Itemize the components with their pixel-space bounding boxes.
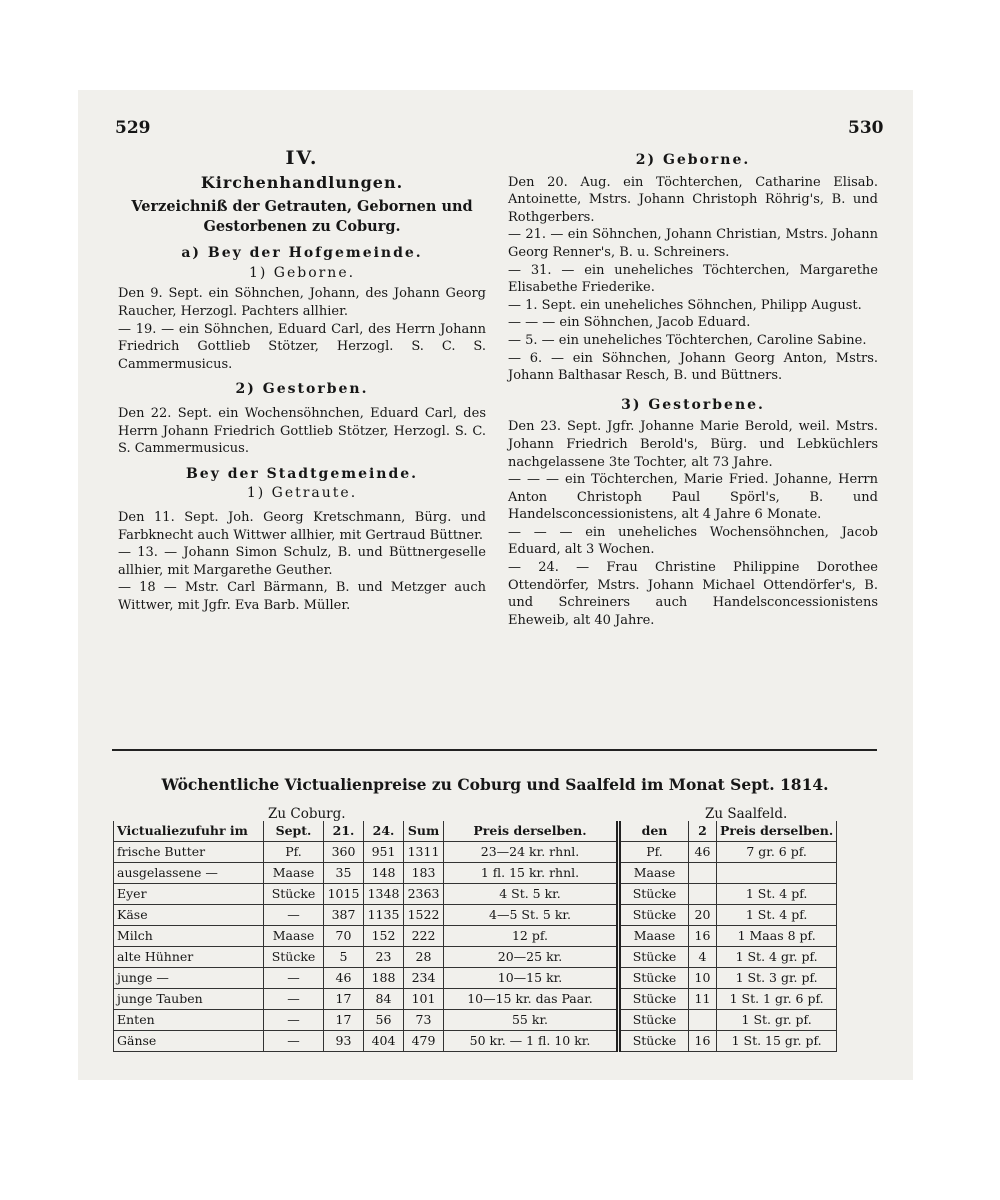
table-cell: 1 St. 1 gr. 6 pf. (717, 989, 837, 1010)
entry: Den 9. Sept. ein Söhnchen, Johann, des Johann Georg Raucher, Herzogl. Pachters allhier. (118, 286, 486, 319)
left-column (118, 147, 486, 614)
table-cell: 1 Maas 8 pf. (717, 926, 837, 947)
table-cell: 1522 (404, 905, 444, 926)
entry: — 18 — Mstr. Carl Bärmann, B. und Metzger auch Wittwer, mit Jgfr. Eva Barb. Müller. (118, 580, 486, 613)
heading-geborne: 1) Geborne. (248, 264, 356, 281)
table-cell: 360 (324, 842, 364, 863)
header-cell: Sum (404, 821, 444, 842)
entry: Den 23. Sept. Jgfr. Johanne Marie Berold, weil. Mstrs. Johann Friedrich Berold's, Bürg. und Lebküchlers nachgelassene 3te Tochter, alt 73 Jahre. (508, 419, 878, 470)
table-cell: Stücke (264, 947, 324, 968)
table-cell: Maase (264, 863, 324, 884)
table-cell: 55 kr. (444, 1010, 619, 1031)
table-cell: 1 St. 15 gr. pf. (717, 1031, 837, 1052)
table-cell: 17 (324, 1010, 364, 1031)
table-cell: Stücke (264, 884, 324, 905)
page-number-left: 529 (115, 118, 151, 138)
entry: — 31. — ein uneheliches Töchterchen, Margarethe Elisabethe Friederike. (508, 262, 878, 296)
table-cell: Eyer (114, 884, 264, 905)
header-cell: 2 (689, 821, 717, 842)
table-cell: Käse (114, 905, 264, 926)
heading-getraute: 1) Getraute. (246, 485, 358, 502)
entry: — 21. — ein Söhnchen, Johann Christian, Mstrs. Johann Georg Renner's, B. u. Schreiners. (508, 227, 878, 260)
table-cell: Milch (114, 926, 264, 947)
entry: Den 20. Aug. ein Töchterchen, Catharine Elisab. Antoinette, Mstrs. Johann Christoph Röhrig's, B. und Rothgerbers. (508, 174, 878, 225)
entry: — 6. — ein Söhnchen, Johann Georg Anton, Mstrs. Johann Balthasar Resch, B. und Büttners. (508, 350, 878, 384)
entry: — 1. Sept. ein uneheliches Söhnchen, Philipp August. (508, 297, 862, 313)
heading-geborne: 2) Geborne. (635, 152, 751, 168)
table-cell: 16 (689, 1031, 717, 1052)
price-table (113, 821, 837, 1052)
group-label-coburg: Zu Coburg. (268, 806, 346, 822)
header-cell: Preis derselben. (717, 821, 837, 842)
table-cell (717, 863, 837, 884)
table-cell: Pf. (264, 842, 324, 863)
table-cell: — (264, 1031, 324, 1052)
table-cell: 84 (364, 989, 404, 1010)
table-cell: 1 St. 4 gr. pf. (717, 947, 837, 968)
table-cell: 1348 (364, 884, 404, 905)
entry: — 13. — Johann Simon Schulz, B. und Büttnergeselle allhier, mit Margarethe Geuther. (118, 545, 486, 578)
table-row (114, 989, 837, 1010)
table-row (114, 1031, 837, 1052)
table-row (114, 863, 837, 884)
table-cell: 1311 (404, 842, 444, 863)
table-cell: 23 (364, 947, 404, 968)
table-row (114, 884, 837, 905)
table-cell: Gänse (114, 1031, 264, 1052)
table-cell: 1015 (324, 884, 364, 905)
entry: — — — ein uneheliches Wochensöhnchen, Jacob Eduard, alt 3 Wochen. (508, 524, 878, 558)
header-cell: den (619, 821, 689, 842)
table-cell: 70 (324, 926, 364, 947)
entry: — 19. — ein Söhnchen, Eduard Carl, des Herrn Johann Friedrich Gottlieb Stötzer, Herzogl. S. C. S. Cammermusicus. (118, 321, 486, 372)
table-cell: 46 (689, 842, 717, 863)
table-cell: Stücke (619, 1010, 689, 1031)
table-cell: 10—15 kr. das Paar. (444, 989, 619, 1010)
entry: — — — ein Töchterchen, Marie Fried. Johanne, Herrn Anton Christoph Paul Spörl's, B. und Handelsconcessionistens, alt 4 Jahre 6 Monate. (508, 472, 878, 523)
roman-numeral: IV. (285, 147, 319, 169)
header-cell: Victualiezufuhr im (114, 821, 264, 842)
table-cell: 16 (689, 926, 717, 947)
table-cell: 387 (324, 905, 364, 926)
table-cell: 10—15 kr. (444, 968, 619, 989)
table-cell: 4—5 St. 5 kr. (444, 905, 619, 926)
heading-gestorbene: 3) Gestorbene. (621, 396, 765, 413)
table-cell: 23—24 kr. rhnl. (444, 842, 619, 863)
table-cell (689, 884, 717, 905)
table-row (114, 947, 837, 968)
entry: — — — ein Söhnchen, Jacob Eduard. (508, 315, 751, 331)
table-cell: 1 St. 3 gr. pf. (717, 968, 837, 989)
table-title: Wöchentliche Victualienpreise zu Coburg und Saalfeld im Monat Sept. 1814. (161, 775, 829, 794)
entry: Den 11. Sept. Joh. Georg Kretschmann, Bürg. und Farbknecht auch Wittwer allhier, mit Gertraud Büttner. (118, 509, 486, 543)
header-cell: Preis derselben. (444, 821, 619, 842)
table-cell (689, 863, 717, 884)
table-row (114, 926, 837, 947)
table-cell: — (264, 989, 324, 1010)
table-cell: 93 (324, 1031, 364, 1052)
table-cell (689, 1010, 717, 1031)
table-cell: 73 (404, 1010, 444, 1031)
table-cell: 183 (404, 863, 444, 884)
table-cell: Enten (114, 1010, 264, 1031)
table-cell: Pf. (619, 842, 689, 863)
table-cell: Maase (619, 926, 689, 947)
header-cell: 21. (324, 821, 364, 842)
header-cell: Sept. (264, 821, 324, 842)
table-row (114, 1010, 837, 1031)
table-cell: 46 (324, 968, 364, 989)
table-cell: frische Butter (114, 842, 264, 863)
heading-stadtgemeinde: Bey der Stadtgemeinde. (185, 465, 419, 482)
table-cell: 152 (364, 926, 404, 947)
table-cell: Stücke (619, 884, 689, 905)
table-cell: Stücke (619, 947, 689, 968)
table-cell: Stücke (619, 905, 689, 926)
table-cell: ausgelassene — (114, 863, 264, 884)
table-cell: 17 (324, 989, 364, 1010)
table-cell: Stücke (619, 989, 689, 1010)
entry: Den 22. Sept. ein Wochensöhnchen, Eduard Carl, des Herrn Johann Friedrich Gottlieb Stötzer, Herzogl. S. C. S. Cammermusicus. (118, 405, 486, 457)
table-cell: 188 (364, 968, 404, 989)
table-cell: 1 St. gr. pf. (717, 1010, 837, 1031)
table-cell: junge Tauben (114, 989, 264, 1010)
entry: — 24. — Frau Christine Philippine Dorothee Ottendörfer, Mstrs. Johann Michael Ottendörfer's, B. und Schreiners auch Handelsconcessionistens Eheweib, alt 40 Jahre. (508, 560, 878, 628)
table-cell: 951 (364, 842, 404, 863)
table-row (114, 968, 837, 989)
table-cell: — (264, 1010, 324, 1031)
table-cell: 1 St. 4 pf. (717, 905, 837, 926)
table-cell: 56 (364, 1010, 404, 1031)
heading-hofgemeinde: a) Bey der Hofgemeinde. (181, 245, 423, 262)
table-cell: 12 pf. (444, 926, 619, 947)
table-cell: 1 fl. 15 kr. rhnl. (444, 863, 619, 884)
table-cell: 5 (324, 947, 364, 968)
separator-rule (112, 749, 877, 751)
table-cell: Stücke (619, 968, 689, 989)
table-cell: junge — (114, 968, 264, 989)
table-cell: — (264, 968, 324, 989)
table-cell: 2363 (404, 884, 444, 905)
table-cell: 479 (404, 1031, 444, 1052)
table-cell: 148 (364, 863, 404, 884)
group-label-saalfeld: Zu Saalfeld. (705, 806, 788, 822)
table-cell: 4 St. 5 kr. (444, 884, 619, 905)
table-cell: Maase (619, 863, 689, 884)
table-cell: 404 (364, 1031, 404, 1052)
right-column (508, 150, 878, 629)
table-cell: alte Hühner (114, 947, 264, 968)
table-row (114, 905, 837, 926)
table-cell: Stücke (619, 1031, 689, 1052)
heading-gestorben: 2) Gestorben. (235, 381, 369, 398)
table-cell: 11 (689, 989, 717, 1010)
table-cell: 28 (404, 947, 444, 968)
table-row (114, 842, 837, 863)
table-cell: 234 (404, 968, 444, 989)
table-cell: 101 (404, 989, 444, 1010)
table-cell: 20—25 kr. (444, 947, 619, 968)
entry: — 5. — ein uneheliches Töchterchen, Caroline Sabine. (508, 332, 867, 348)
table-cell: 20 (689, 905, 717, 926)
table-cell: 4 (689, 947, 717, 968)
table-cell: 7 gr. 6 pf. (717, 842, 837, 863)
section-subtitle: Verzeichniß der Getrauten, Gebornen und Gestorbenen zu Coburg. (131, 198, 473, 236)
table-cell: 1135 (364, 905, 404, 926)
table-cell: 50 kr. — 1 fl. 10 kr. (444, 1031, 619, 1052)
table-cell: 10 (689, 968, 717, 989)
table-cell: 35 (324, 863, 364, 884)
table-header-row (114, 821, 837, 842)
table-cell: 222 (404, 926, 444, 947)
header-cell: 24. (364, 821, 404, 842)
section-title: Kirchenhandlungen. (200, 172, 404, 192)
table-cell: Maase (264, 926, 324, 947)
page-number-right: 530 (848, 118, 884, 138)
table-cell: 1 St. 4 pf. (717, 884, 837, 905)
table-cell: — (264, 905, 324, 926)
